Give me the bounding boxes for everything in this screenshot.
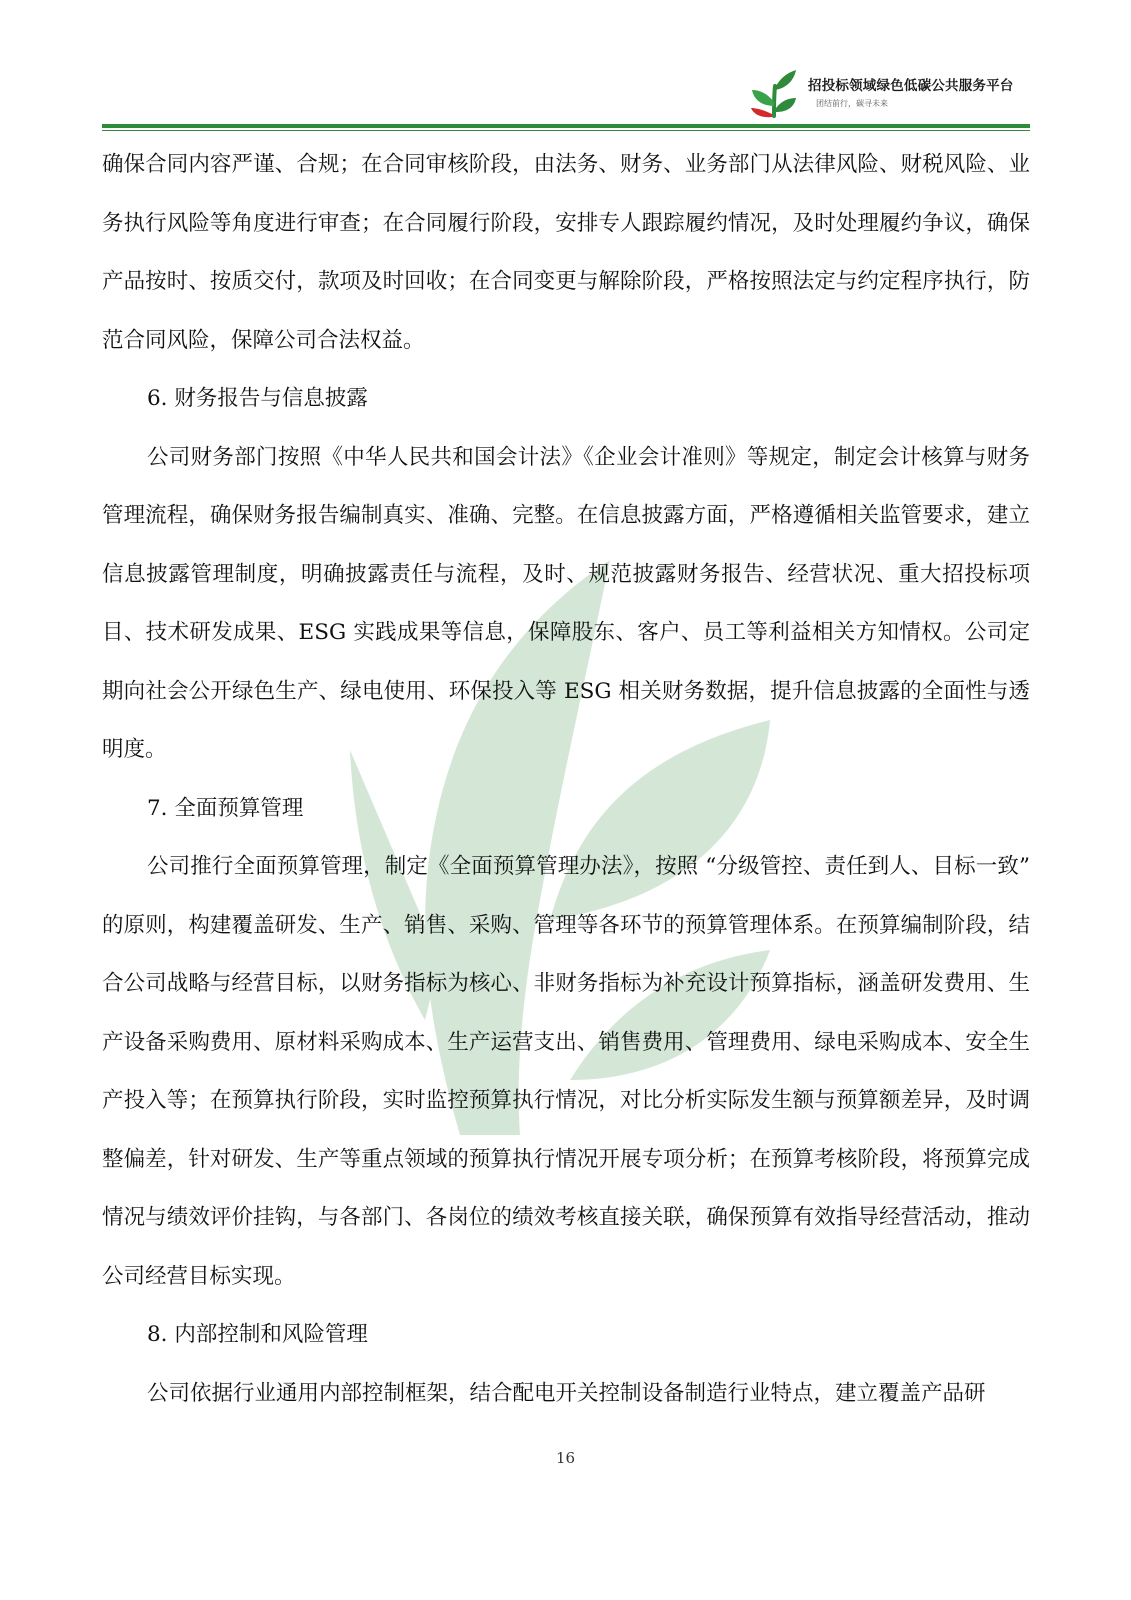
paragraph-internal-control: 公司依据行业通用内部控制框架，结合配电开关控制设备制造行业特点，建立覆盖产品研 [147, 1380, 986, 1406]
brand-block [808, 74, 1030, 109]
paragraph-budget: 公司推行全面预算管理，制定《全面预算管理办法》，按照 “分级管控、责任到人、目标一致” 的原则，构建覆盖研发、生产、销售、采购、管理等各环节的预算管理体系。在预算编制阶段，结合公司战略与经营目标，以财务指标为核心、非财务指标为补充设计预算指标，涵盖研发费用、生产设备采购费用、原材料采购成本、生产运营支出、销售费用、管理费用、绿电采购成本、安全生产投入等；在预算执行阶段，实时监控预算执行情况，对比分析实际发生额与预算额差异，及时调整偏差，针对研发、生产等重点领域的预算执行情况开展专项分析；在预算考核阶段，将预算完成情况与绩效评价挂钩，与各部门、各岗位的绩效考核直接关联，确保预算有效指导经营活动，推动公司经营目标实现。 [102, 854, 1030, 1289]
section-heading-internal-control: 8. 内部控制和风险管理 [147, 1322, 368, 1347]
document-body [102, 136, 1030, 1423]
header-divider [102, 124, 1030, 128]
paragraph-contract-management: 确保合同内容严谨、合规；在合同审核阶段，由法务、财务、业务部门从法律风险、财税风险、业务执行风险等角度进行审查；在合同履行阶段，安排专人跟踪履约情况，及时处理履约争议，确保产品按时、按质交付，款项及时回收；在合同变更与解除阶段，严格按照法定与约定程序执行，防范合同风险，保障公司合法权益。 [102, 152, 1030, 353]
section-heading-financial-report: 6. 财务报告与信息披露 [147, 386, 368, 411]
section-heading-budget: 7. 全面预算管理 [147, 795, 304, 821]
brand-name: 招投标领域绿色低碳公共服务平台 [808, 78, 1014, 94]
page-header [102, 60, 1030, 130]
page-number: 16 [555, 1449, 576, 1467]
paragraph-financial-report: 公司财务部门按照《中华人民共和国会计法》《企业会计准则》等规定，制定会计核算与财务管理流程，确保财务报告编制真实、准确、完整。在信息披露方面，严格遵循相关监管要求，建立信息披露管理制度，明确披露责任与流程，及时、规范披露财务报告、经营状况、重大招投标项目、技术研发成果、ESG 实践成果等信息，保障股东、客户、员工等利益相关方知情权。公司定期向社会公开绿色生产、绿电使用、环保投入等 ESG 相关财务数据，提升信息披露的全面性与透明度。 [102, 444, 1030, 762]
header-divider-thin [102, 130, 1030, 131]
leaf-sprout-icon [750, 68, 798, 118]
brand-slogan: 团结前行，碳寻未来 [816, 99, 888, 108]
